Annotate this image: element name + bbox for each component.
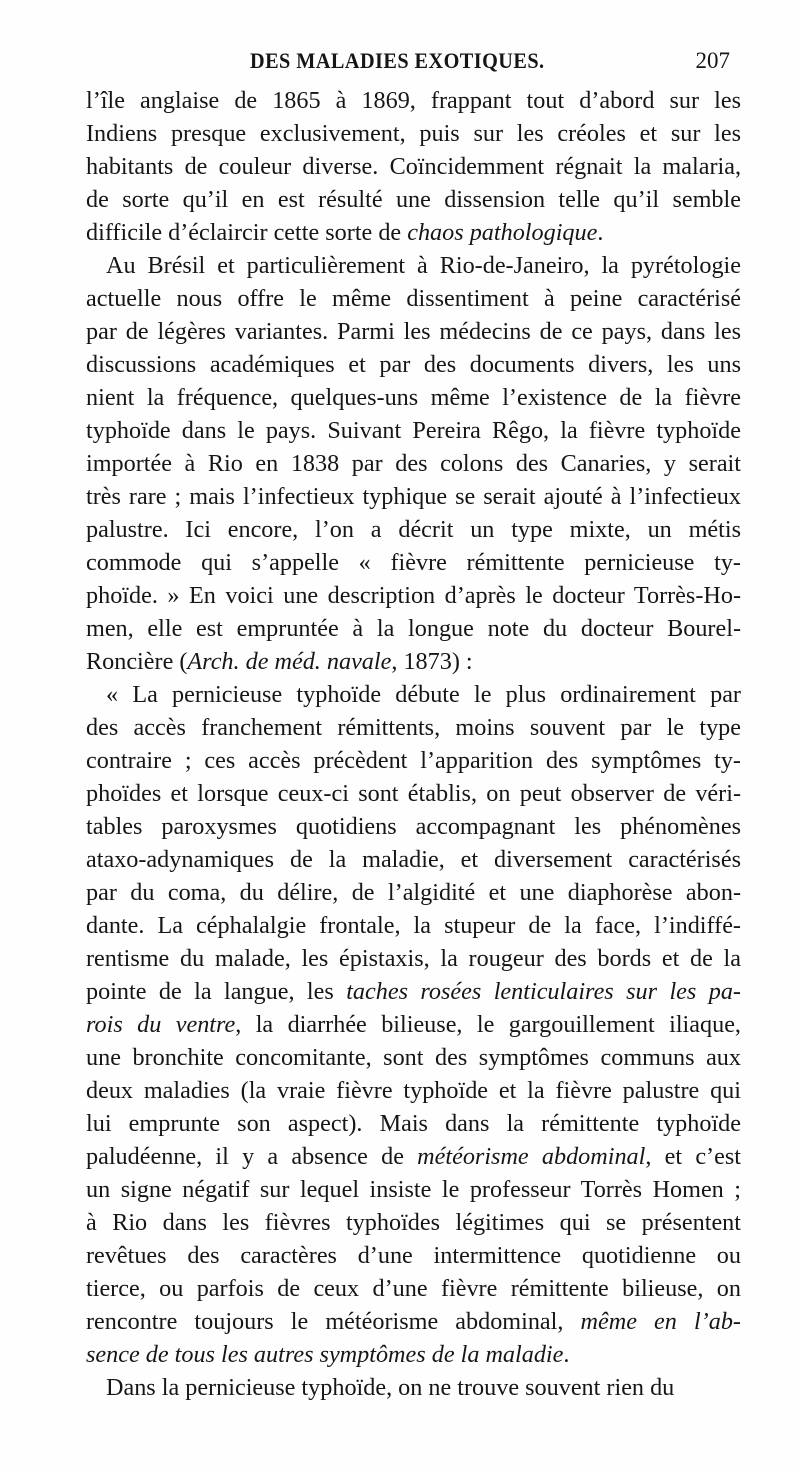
text-line xyxy=(86,678,741,711)
text-run: phoïdes et lorsque ceux-ci sont établis, on peut observer de véri- xyxy=(86,780,741,807)
running-title: DES MALADIES EXOTIQUES. xyxy=(250,48,545,73)
text-run: revêtues des caractères d’une intermittence quotidienne ou xyxy=(86,1242,741,1269)
text-run: par de légères variantes. Parmi les médecins de ce pays, dans les xyxy=(86,318,741,345)
text-run: discussions académiques et par des documents divers, les uns xyxy=(86,351,741,378)
text-line xyxy=(86,1338,741,1371)
text-line xyxy=(86,1272,741,1305)
text-run: de sorte qu’il en est résulté une dissension telle qu’il semble xyxy=(86,186,741,213)
text-line xyxy=(86,909,741,942)
italic-text: même en l’ab- xyxy=(580,1308,741,1335)
text-line xyxy=(86,447,741,480)
text-line xyxy=(86,612,741,645)
body-text xyxy=(86,84,741,1404)
text-run: ataxo-adynamiques de la maladie, et diversement caractérisés xyxy=(86,846,741,873)
text-line xyxy=(86,1206,741,1239)
text-run: par du coma, du délire, de l’algidité et une diaphorèse abon- xyxy=(86,879,741,906)
text-run: rencontre toujours le météorisme abdominal, xyxy=(86,1308,581,1335)
text-line xyxy=(86,150,741,183)
text-line xyxy=(86,876,741,909)
text-run: un signe négatif sur lequel insiste le professeur Torrès Homen ; xyxy=(86,1176,741,1203)
text-run: rentisme du malade, les épistaxis, la rougeur des bords et de la xyxy=(86,945,741,972)
text-line xyxy=(86,546,741,579)
text-line xyxy=(86,84,741,117)
text-run: « La pernicieuse typhoïde débute le plus ordinairement par xyxy=(106,681,741,708)
text-run: . xyxy=(563,1341,570,1368)
text-line xyxy=(86,1239,741,1272)
text-line xyxy=(86,117,741,150)
italic-text: chaos pathologique xyxy=(407,219,598,246)
text-run: paludéenne, il y a absence de xyxy=(86,1143,418,1170)
italic-text: taches rosées lenticulaires sur les pa- xyxy=(346,978,741,1005)
text-run: Au Brésil et particulièrement à Rio-de-Janeiro, la pyrétologie xyxy=(106,252,741,279)
text-run: typhoïde dans le pays. Suivant Pereira Rêgo, la fièvre typhoïde xyxy=(86,417,741,444)
text-run: , la diarrhée bilieuse, le gargouillement iliaque, xyxy=(235,1011,741,1038)
text-run: contraire ; ces accès précèdent l’apparition des symptômes ty- xyxy=(86,747,741,774)
text-line xyxy=(86,183,741,216)
text-line xyxy=(86,1041,741,1074)
text-line xyxy=(86,1140,741,1173)
text-run: une bronchite concomitante, sont des symptômes communs aux xyxy=(86,1044,741,1071)
running-header xyxy=(250,48,730,78)
text-line xyxy=(86,249,741,282)
text-run: difficile d’éclaircir cette sorte de xyxy=(86,219,408,246)
text-run: men, elle est empruntée à la longue note du docteur Bourel- xyxy=(86,615,741,642)
text-run: très rare ; mais l’infectieux typhique se serait ajouté à l’infectieux xyxy=(86,483,741,510)
text-line xyxy=(86,579,741,612)
text-run: nient la fréquence, quelques-uns même l’existence de la fièvre xyxy=(86,384,741,411)
text-line xyxy=(86,1305,741,1338)
italic-text: météorisme abdominal xyxy=(417,1143,646,1170)
text-run: habitants de couleur diverse. Coïncidemment régnait la malaria, xyxy=(86,153,741,180)
text-run: importée à Rio en 1838 par des colons des Canaries, y serait xyxy=(86,450,741,477)
text-line xyxy=(86,810,741,843)
text-run: l’île anglaise de 1865 à 1869, frappant tout d’abord sur les xyxy=(86,87,741,114)
text-line xyxy=(86,843,741,876)
text-line xyxy=(86,645,741,678)
text-run: lui emprunte son aspect). Mais dans la rémittente typhoïde xyxy=(86,1110,741,1137)
text-line xyxy=(86,1107,741,1140)
text-line xyxy=(86,711,741,744)
text-run: , et c’est xyxy=(645,1143,741,1170)
text-line xyxy=(86,348,741,381)
text-run: pointe de la langue, les xyxy=(86,978,347,1005)
text-line xyxy=(86,975,741,1008)
text-line xyxy=(86,414,741,447)
text-line xyxy=(86,777,741,810)
text-line xyxy=(86,480,741,513)
text-run: actuelle nous offre le même dissentiment à peine caractérisé xyxy=(86,285,741,312)
text-line xyxy=(86,315,741,348)
text-line xyxy=(86,1371,741,1404)
italic-text: rois du ventre xyxy=(86,1011,236,1038)
text-run: commode qui s’appelle « fièvre rémittente pernicieuse ty- xyxy=(86,549,741,576)
text-line xyxy=(86,282,741,315)
italic-text: Arch. de méd. navale xyxy=(187,648,392,675)
text-run: tierce, ou parfois de ceux d’une fièvre rémittente bilieuse, on xyxy=(86,1275,741,1302)
text-line xyxy=(86,1008,741,1041)
page-number: 207 xyxy=(695,48,730,73)
text-run: tables paroxysmes quotidiens accompagnant les phénomènes xyxy=(86,813,741,840)
text-line xyxy=(86,942,741,975)
text-line xyxy=(86,381,741,414)
text-run: , 1873) : xyxy=(391,648,473,675)
text-run: Dans la pernicieuse typhoïde, on ne trouve souvent rien du xyxy=(106,1374,675,1401)
text-run: dante. La céphalalgie frontale, la stupeur de la face, l’indiffé- xyxy=(86,912,741,939)
text-run: deux maladies (la vraie fièvre typhoïde et la fièvre palustre qui xyxy=(86,1077,741,1104)
text-run: des accès franchement rémittents, moins souvent par le type xyxy=(86,714,741,741)
text-line xyxy=(86,1074,741,1107)
text-line xyxy=(86,513,741,546)
text-run: . xyxy=(597,219,604,246)
text-run: phoïde. » En voici une description d’après le docteur Torrès-Ho- xyxy=(86,582,741,609)
text-run: palustre. Ici encore, l’on a décrit un type mixte, un métis xyxy=(86,516,741,543)
text-line xyxy=(86,1173,741,1206)
text-run: Roncière ( xyxy=(86,648,188,675)
text-run: Indiens presque exclusivement, puis sur les créoles et sur les xyxy=(86,120,741,147)
text-line xyxy=(86,744,741,777)
text-run: à Rio dans les fièvres typhoïdes légitimes qui se présentent xyxy=(86,1209,741,1236)
text-line xyxy=(86,216,741,249)
italic-text: sence de tous les autres symptômes de la maladie xyxy=(86,1341,564,1368)
